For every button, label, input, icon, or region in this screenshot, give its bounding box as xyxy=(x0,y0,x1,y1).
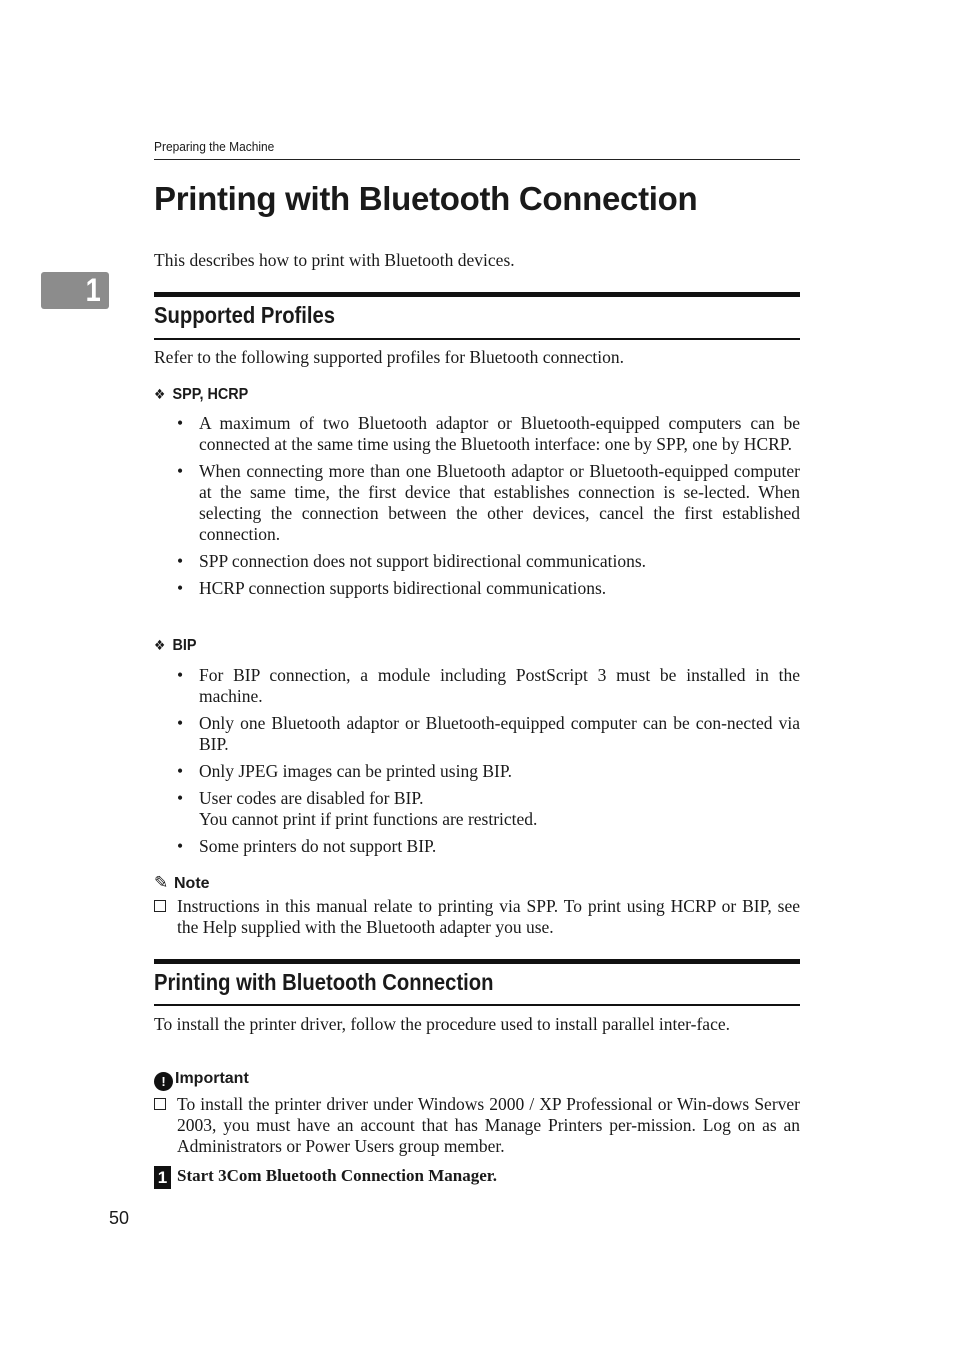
subheading-bip-label: BIP xyxy=(172,637,197,654)
list-item: • For BIP connection, a module including PostScript 3 must be installed in the machine. xyxy=(177,665,800,707)
section-rule-top xyxy=(154,292,800,297)
important-item-text: To install the printer driver under Windows 2000 / XP Professional or Win-dows Server 2003, you must have an account that has Manage Printers per-mission. Log on as an Administrators or Power Users group member. xyxy=(177,1094,800,1156)
important-label-text: Important xyxy=(175,1070,249,1087)
running-head: Preparing the Machine xyxy=(154,139,275,154)
diamond-bullet-icon: ❖ xyxy=(154,386,166,402)
list-item: • When connecting more than one Bluetooth adaptor or Bluetooth-equipped computer at the same time, the first device that establishes connection is se-lected. When selecting the connection between the other devices, cancel the first established connection. xyxy=(177,461,800,545)
intro-text: This describes how to print with Bluetooth devices. xyxy=(154,250,515,270)
section2-intro: To install the printer driver, follow the procedure used to install parallel inter-face. xyxy=(154,1014,730,1034)
chapter-number: 1 xyxy=(85,272,101,308)
page-title: Printing with Bluetooth Connection xyxy=(154,180,698,217)
section-rule-top xyxy=(154,959,800,964)
diamond-bullet-icon: ❖ xyxy=(154,637,166,653)
list-item: • A maximum of two Bluetooth adaptor or Bluetooth-equipped computers can be connected at the same time using the Bluetooth interface: one by SPP, one by HCRP. xyxy=(177,413,800,455)
section-heading-supported-profiles: Supported Profiles xyxy=(154,302,336,328)
note-item-text: Instructions in this manual relate to printing via SPP. To print using HCRP or BIP, see the Help supplied with the Bluetooth adapter you use. xyxy=(177,896,800,937)
list-item: • Some printers do not support BIP. xyxy=(177,836,800,857)
page-number: 50 xyxy=(109,1208,130,1228)
list-item: • Only JPEG images can be printed using BIP. xyxy=(177,761,800,782)
list-item: • SPP connection does not support bidirectional communications. xyxy=(177,551,800,572)
list-item-line: You cannot print if print functions are restricted. xyxy=(199,809,538,829)
section1-intro: Refer to the following supported profiles for Bluetooth connection. xyxy=(154,347,624,367)
list-item: • HCRP connection supports bidirectional communications. xyxy=(177,578,800,599)
section-rule-bottom xyxy=(154,338,800,340)
important-item xyxy=(154,1094,800,1157)
subheading-spp-hcrp-label: SPP, HCRP xyxy=(172,386,249,403)
note-label-text: Note xyxy=(174,875,210,892)
subheading-bip xyxy=(154,637,197,655)
list-item xyxy=(177,788,800,830)
header-rule xyxy=(154,159,800,160)
important-label xyxy=(154,1070,249,1091)
chapter-tab xyxy=(41,272,109,309)
important-icon: ! xyxy=(154,1072,173,1091)
step-1 xyxy=(154,1166,497,1189)
subheading-spp-hcrp xyxy=(154,386,248,404)
step-text: Start 3Com Bluetooth Connection Manager. xyxy=(177,1166,497,1185)
list-item: • Only one Bluetooth adaptor or Bluetooth-equipped computer can be con-nected via BIP. xyxy=(177,713,800,755)
checkbox-icon xyxy=(154,900,166,912)
list-item-line: User codes are disabled for BIP. xyxy=(199,788,424,808)
section-heading-printing: Printing with Bluetooth Connection xyxy=(154,969,494,995)
checkbox-icon xyxy=(154,1098,166,1110)
bip-bullet-list xyxy=(177,665,800,863)
note-label xyxy=(154,873,210,893)
pencil-icon: ✎ xyxy=(154,873,169,892)
spp-bullet-list xyxy=(177,413,800,605)
section-rule-bottom xyxy=(154,1004,800,1006)
step-number: 1 xyxy=(154,1166,171,1189)
note-item xyxy=(154,896,800,938)
